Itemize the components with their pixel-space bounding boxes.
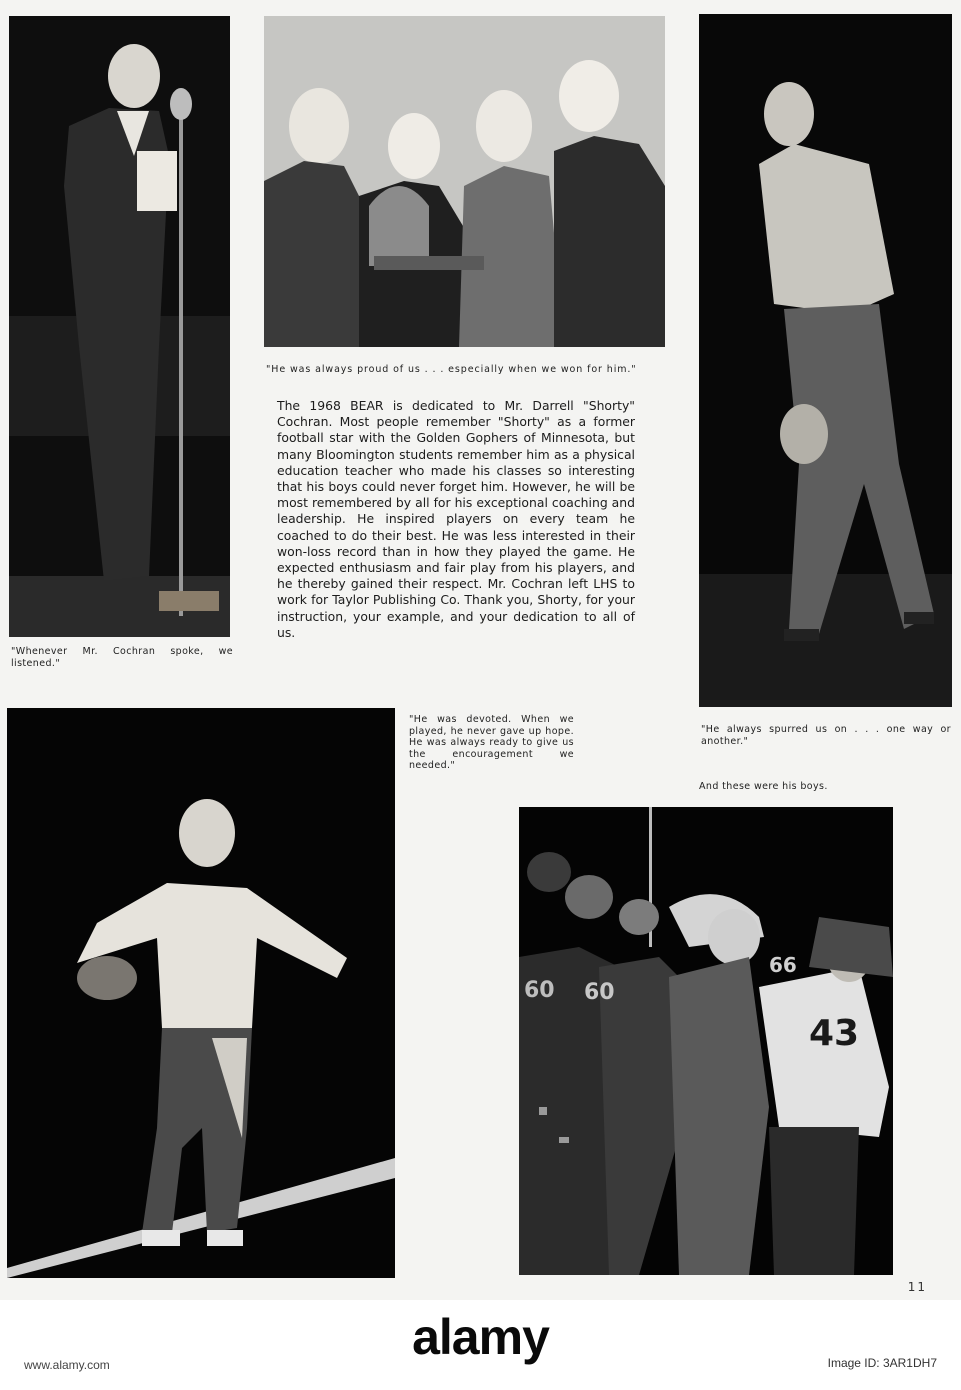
photo-trophy-presentation (264, 16, 665, 347)
photo-coach-holding-hat (699, 14, 952, 707)
caption-boys: And these were his boys. (699, 781, 828, 792)
stock-footer (0, 1300, 961, 1390)
photo-speaker-at-microphone (9, 16, 230, 637)
site-url: www.alamy.com (24, 1358, 110, 1372)
jersey-number-4: 43 (809, 1013, 860, 1054)
dedication-text: The 1968 BEAR is dedicated to Mr. Darrell "Shorty" Cochran. Most people remember "Shorty" as a former football star with the Golden Gophers of Minnesota, but many Bloomington students remember him as a physical education teacher who made his classes so interesting that his boys could never forget him. However, he will be most remembered by all for his exceptional coaching and leadership. He inspired players on every team he coached to do their best. He was less interested in their won-loss record than in how they played the game. He expected enthusiasm and fair play from his players, and he thereby gained their respect. Mr. Cochran left LHS to work for Taylor Publishing Co. Thank you, Shorty, for your instruction, your example, and your dedication to all of us. (277, 398, 635, 640)
image-id: Image ID: 3AR1DH7 (827, 1356, 937, 1370)
photo-football-players (519, 807, 893, 1275)
photo-coach-running (7, 708, 395, 1278)
caption-trophy: "He was always proud of us . . . especially when we won for him." (266, 364, 637, 375)
jersey-number-3: 66 (769, 953, 797, 977)
caption-speaker: "Whenever Mr. Cochran spoke, we listened." (11, 646, 233, 669)
jersey-number-2: 60 (584, 980, 615, 1005)
brand-logo: alamy (412, 1309, 549, 1365)
caption-devoted: "He was devoted. When we played, he never gave up hope. He was always ready to give us the encouragement we needed." (409, 714, 574, 771)
jersey-number-1: 60 (524, 978, 555, 1003)
caption-spurred: "He always spurred us on . . . one way or another." (701, 724, 951, 747)
page-number: 11 (907, 1280, 927, 1294)
